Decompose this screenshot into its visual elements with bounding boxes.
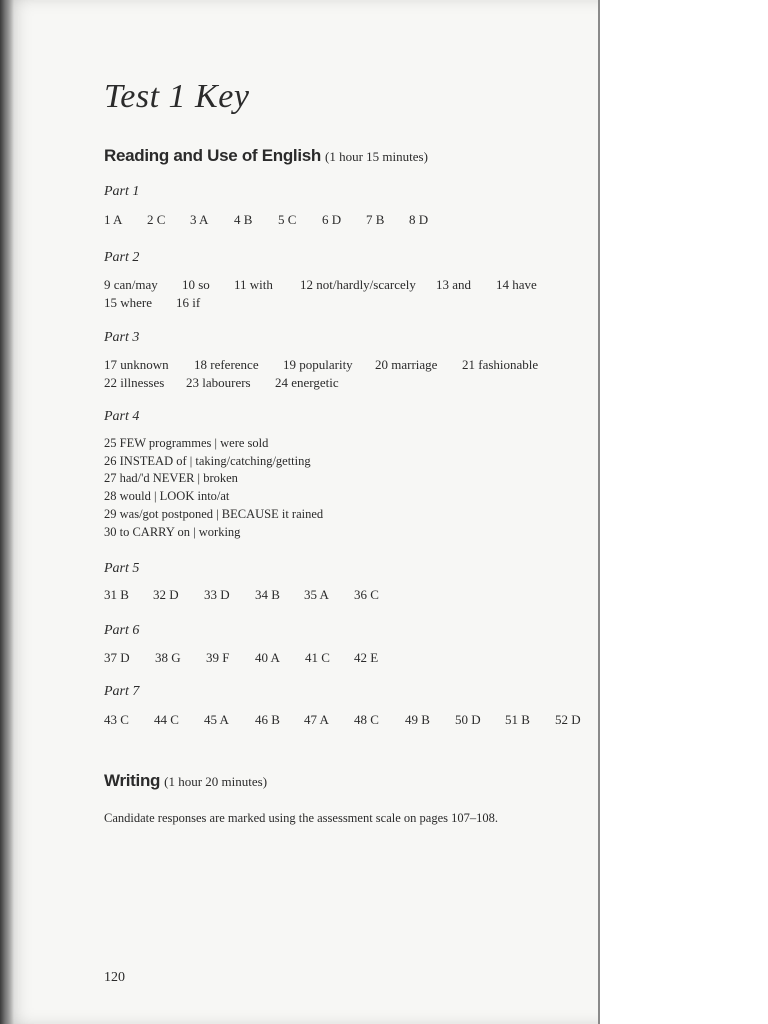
answer: 11 with	[234, 277, 273, 292]
answer: 23 labourers	[186, 375, 251, 390]
page-number: 120	[104, 970, 125, 985]
answer: 7 B	[366, 212, 385, 227]
part-3-answers-row2	[0, 375, 598, 393]
answer: 18 reference	[194, 357, 259, 372]
answer: 31 B	[104, 587, 129, 602]
answer: 21 fashionable	[462, 357, 539, 372]
reading-duration: (1 hour 15 minutes)	[325, 149, 428, 164]
part-6-answers	[0, 650, 598, 668]
part-2-answers-row2	[0, 295, 598, 313]
writing-heading	[104, 771, 267, 791]
answer: 51 B	[505, 712, 530, 727]
answer: 32 D	[153, 587, 179, 602]
answer: 6 D	[322, 212, 342, 227]
answer: 8 D	[409, 212, 429, 227]
reading-heading-text: Reading and Use of English	[104, 146, 322, 165]
writing-heading-text: Writing	[104, 771, 161, 790]
answer: 2 C	[147, 212, 166, 227]
answer: 19 popularity	[283, 357, 353, 372]
answer: 38 G	[155, 650, 181, 665]
answer: 50 D	[455, 712, 481, 727]
answer: 34 B	[255, 587, 280, 602]
answer: 45 A	[204, 712, 229, 727]
answer: 42 E	[354, 650, 379, 665]
answer: 13 and	[436, 277, 472, 292]
part-4-line: 25 FEW programmes | were sold	[104, 436, 269, 450]
answer: 4 B	[234, 212, 253, 227]
answer: 3 A	[190, 212, 209, 227]
part-7-answers	[0, 712, 768, 730]
answer: 10 so	[182, 277, 210, 292]
answer: 36 C	[354, 587, 379, 602]
page-title: Test 1 Key	[104, 78, 250, 115]
answer: 44 C	[154, 712, 179, 727]
part-4-line: 29 was/got postponed | BECAUSE it rained	[104, 507, 324, 521]
part-1-answers	[0, 212, 598, 230]
part-4-label: Part 4	[104, 409, 140, 424]
part-4-line: 28 would | LOOK into/at	[104, 489, 230, 503]
book-spine-shadow	[0, 0, 14, 1024]
answer: 1 A	[104, 212, 123, 227]
part-1-label: Part 1	[104, 184, 140, 199]
part-4-line: 27 had/'d NEVER | broken	[104, 471, 238, 485]
answer: 12 not/hardly/scarcely	[300, 277, 416, 292]
answer: 17 unknown	[104, 357, 169, 372]
part-7-label: Part 7	[104, 684, 140, 699]
part-4-line: 30 to CARRY on | working	[104, 525, 241, 539]
part-4-line: 26 INSTEAD of | taking/catching/getting	[104, 454, 311, 468]
answer: 48 C	[354, 712, 379, 727]
answer: 33 D	[204, 587, 230, 602]
answer: 35 A	[304, 587, 329, 602]
answer: 41 C	[305, 650, 330, 665]
answer: 24 energetic	[275, 375, 339, 390]
answer: 5 C	[278, 212, 297, 227]
answer: 20 marriage	[375, 357, 438, 372]
writing-duration: (1 hour 20 minutes)	[164, 774, 268, 789]
answer: 9 can/may	[104, 277, 158, 292]
answer: 16 if	[176, 295, 201, 310]
part-2-answers-row1	[0, 277, 598, 295]
answer: 14 have	[496, 277, 537, 292]
part-2-label: Part 2	[104, 250, 140, 265]
answer: 22 illnesses	[104, 375, 165, 390]
part-3-answers-row1	[0, 357, 598, 375]
part-6-label: Part 6	[104, 623, 140, 638]
answer: 15 where	[104, 295, 153, 310]
answer: 46 B	[255, 712, 280, 727]
answer: 40 A	[255, 650, 280, 665]
answer: 39 F	[206, 650, 230, 665]
answer: 37 D	[104, 650, 130, 665]
answer: 52 D	[555, 712, 581, 727]
answer: 43 C	[104, 712, 129, 727]
part-3-label: Part 3	[104, 330, 140, 345]
part-5-answers	[0, 587, 598, 605]
answer: 47 A	[304, 712, 329, 727]
answer: 49 B	[405, 712, 430, 727]
writing-note: Candidate responses are marked using the assessment scale on pages 107–108.	[104, 811, 498, 825]
reading-heading	[104, 146, 428, 166]
part-5-label: Part 5	[104, 561, 140, 576]
